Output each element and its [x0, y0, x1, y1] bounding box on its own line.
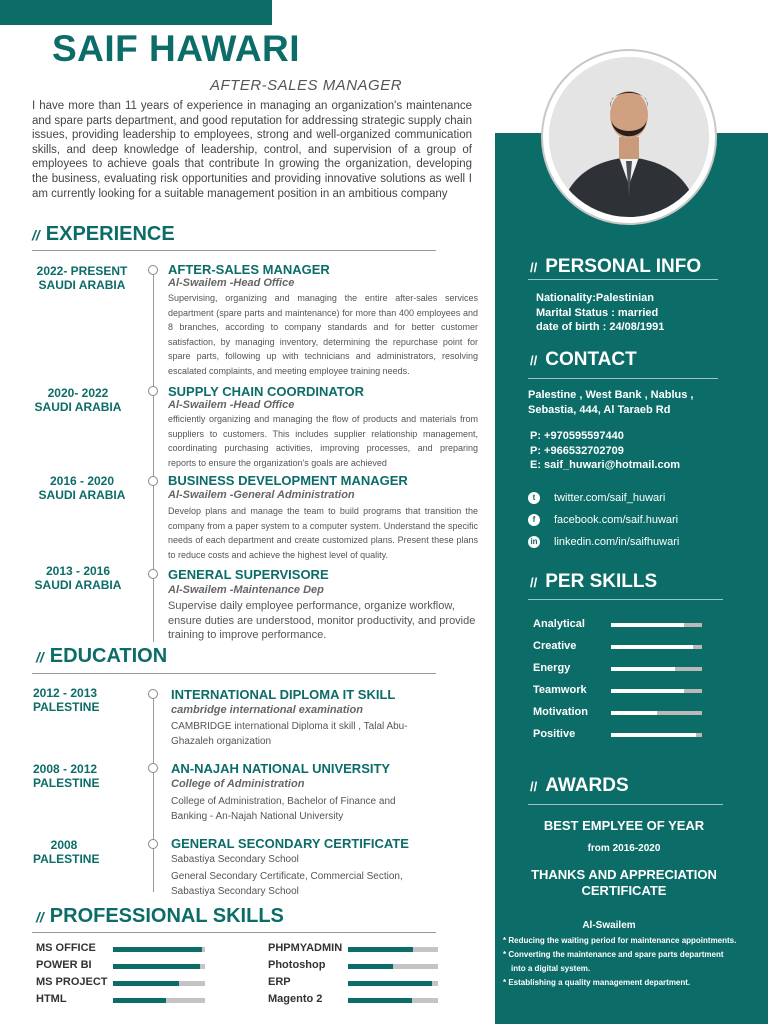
top-accent-bar — [0, 0, 272, 25]
per-skill-label: Analytical — [533, 618, 585, 630]
person-name: SAIF HAWARI — [52, 28, 301, 69]
education-institution: College of Administration — [171, 778, 305, 790]
social-facebook[interactable]: f facebook.com/saif.huwari — [528, 509, 679, 531]
education-description: College of Administration, Bachelor of Finance and Banking - An-Najah National University — [171, 796, 396, 822]
education-institution: cambridge international examination — [171, 704, 363, 716]
divider — [528, 279, 718, 280]
experience-date: 2020- 2022 SAUDI ARABIA — [34, 386, 122, 414]
timeline-dot — [148, 763, 158, 773]
per-skill-label: Energy — [533, 662, 571, 674]
education-description: CAMBRIDGE international Diploma it skill , Talal Abu-Ghazaleh organization — [171, 721, 408, 747]
per-skill-label: Positive — [533, 728, 576, 740]
experience-date: 2016 - 2020 SAUDI ARABIA — [38, 474, 126, 502]
skill-bar-fill — [348, 964, 393, 969]
skill-label: POWER BI — [36, 959, 92, 971]
experience-title: SUPPLY CHAIN COORDINATOR — [168, 384, 364, 399]
experience-company: Al-Swailem -General Administration — [168, 489, 355, 501]
divider — [32, 932, 436, 933]
education-heading: // EDUCATION — [36, 645, 168, 667]
experience-description: Supervising, organizing and managing the entire after-sales services department (spare parts and maintenance) for more than 400 employees and 8 branches, according to company standards and for better customer satisfaction, by managing inventory, determining the repurchase point for spare parts, following up with technicians and administrators, resolving escalated complaints, and meeting employee training needs. — [168, 293, 478, 376]
contact-heading: // CONTACT — [530, 349, 637, 370]
experience-title: GENERAL SUPERVISORE — [168, 567, 329, 582]
job-title: AFTER-SALES MANAGER — [210, 77, 403, 94]
divider — [528, 378, 718, 379]
social-links — [528, 487, 679, 553]
experience-title: AFTER-SALES MANAGER — [168, 262, 330, 277]
education-title: AN-NAJAH NATIONAL UNIVERSITY — [171, 761, 391, 776]
per-skills-heading: // PER SKILLS — [530, 571, 658, 592]
education-timeline — [153, 692, 154, 892]
experience-company: Al-Swailem -Head Office — [168, 399, 295, 411]
per-skill-bar-fill — [611, 711, 657, 715]
marital-status: Marital Status : married — [536, 306, 659, 319]
skill-label: MS OFFICE — [36, 942, 96, 954]
per-skill-label: Teamwork — [533, 684, 587, 696]
social-linkedin[interactable]: in linkedin.com/in/saifhuwari — [528, 531, 679, 553]
experience-timeline — [153, 272, 154, 642]
skill-bar-fill — [113, 964, 200, 969]
per-skill-label: Motivation — [533, 706, 588, 718]
date-of-birth: date of birth : 24/08/1991 — [536, 321, 665, 333]
contact-details — [530, 429, 680, 473]
divider — [528, 599, 723, 600]
address: Palestine , West Bank , Nablus , Sebastia, 444, Al Taraeb Rd — [528, 389, 694, 416]
experience-description: Supervise daily employee performance, organize workflow, ensure duties are understood, monitor productivity, and provide training to improve performance. — [168, 600, 476, 641]
divider — [32, 250, 436, 251]
skill-bar-fill — [348, 981, 432, 986]
experience-description: Develop plans and manage the team to build programs that transition the company from a paper system to a computer system. Understand the specific needs of each department and create customized plans. Present these plans to reduce costs and achieve the highest level of quality. — [168, 506, 478, 560]
skill-label: ERP — [268, 976, 291, 988]
education-date: 2012 - 2013 PALESTINE — [33, 686, 100, 714]
education-title: INTERNATIONAL DIPLOMA IT SKILL — [171, 687, 396, 702]
education-date: 2008 PALESTINE — [33, 838, 100, 866]
award-period: from 2016-2020 — [587, 843, 661, 854]
profile-summary: I have more than 11 years of experience in managing an organization's maintenance and spare parts department, and good reputation for addressing strategic supply chain issues, providing leadership to employees, strong and well-organized communication skills, and deep knowledge of leadership, control, and supervision of a group of employees to achieve goals that contribute In growing the organization, developing the business, evaluating risk opportunities and providing innovative solutions as well I am currently looking for a suitable management position in an ambitious company — [32, 100, 472, 200]
award-achievements: * Reducing the waiting period for maintenance appointments. * Converting the maintenance and spare parts department into a digital system. * Establishing a quality management department. — [503, 936, 737, 987]
personal-info-list — [536, 291, 664, 335]
social-twitter[interactable]: t twitter.com/saif_huwari — [528, 487, 679, 509]
divider — [528, 804, 723, 805]
per-skill-bar-fill — [611, 689, 684, 693]
professional-skills-heading: // PROFESSIONAL SKILLS — [36, 905, 284, 927]
per-skill-bar-fill — [611, 623, 684, 627]
twitter-icon: t — [528, 492, 540, 504]
per-skill-bar-fill — [611, 645, 693, 649]
skill-bar-fill — [113, 947, 202, 952]
phone-1: P: +970595597440 — [530, 430, 624, 442]
education-title: GENERAL SECONDARY CERTIFICATE — [171, 836, 409, 851]
skill-bar-fill — [348, 998, 412, 1003]
experience-description: efficiently organizing and managing the flow of products and materials from suppliers to customers. This includes supplier relationship management, coordinating purchasing activities, improving processes, and preparing reports to ensure the organization's goals are achieved — [168, 414, 478, 468]
skill-label: PHPMYADMIN — [268, 942, 343, 954]
education-description: General Secondary Certificate, Commercial Section, Sabastiya Secondary School — [171, 871, 403, 897]
timeline-dot — [148, 386, 158, 396]
skill-label: Magento 2 — [268, 993, 323, 1005]
skill-label: MS PROJECT — [36, 976, 108, 988]
skill-bar-fill — [113, 981, 179, 986]
profile-photo — [549, 57, 709, 217]
skill-label: HTML — [36, 993, 67, 1005]
skill-bar-fill — [113, 998, 166, 1003]
experience-company: Al-Swailem -Head Office — [168, 277, 295, 289]
education-date: 2008 - 2012 PALESTINE — [33, 762, 100, 790]
divider — [32, 673, 436, 674]
timeline-dot — [148, 839, 158, 849]
facebook-icon: f — [528, 514, 540, 526]
award-thanks-certificate: THANKS AND APPRECIATION CERTIFICATE — [531, 867, 717, 898]
timeline-dot — [148, 476, 158, 486]
awards-heading: // AWARDS — [530, 775, 629, 796]
linkedin-icon: in — [528, 536, 540, 548]
timeline-dot — [148, 265, 158, 275]
nationality: Nationality:Palestinian — [536, 292, 654, 304]
per-skill-bar-fill — [611, 667, 675, 671]
email-link[interactable]: E: saif_huwari@hotmail.com — [530, 459, 681, 471]
experience-title: BUSINESS DEVELOPMENT MANAGER — [168, 473, 408, 488]
experience-heading: // EXPERIENCE — [32, 223, 175, 245]
per-skill-label: Creative — [533, 640, 577, 652]
phone-2: P: +966532702709 — [530, 444, 624, 457]
timeline-dot — [148, 569, 158, 579]
timeline-dot — [148, 689, 158, 699]
skill-label: Photoshop — [268, 959, 326, 971]
education-institution: Sabastiya Secondary School — [171, 854, 299, 865]
experience-company: Al-Swailem -Maintenance Dep — [168, 584, 324, 596]
experience-date: 2013 - 2016 SAUDI ARABIA — [34, 564, 122, 592]
skill-bar-fill — [348, 947, 413, 952]
award-company: Al-Swailem — [582, 920, 636, 931]
award-best-employee: BEST EMPLYEE OF YEAR — [543, 818, 705, 833]
per-skill-bar-fill — [611, 733, 696, 737]
personal-info-heading: // PERSONAL INFO — [530, 256, 702, 277]
experience-date: 2022- PRESENT SAUDI ARABIA — [36, 264, 128, 292]
